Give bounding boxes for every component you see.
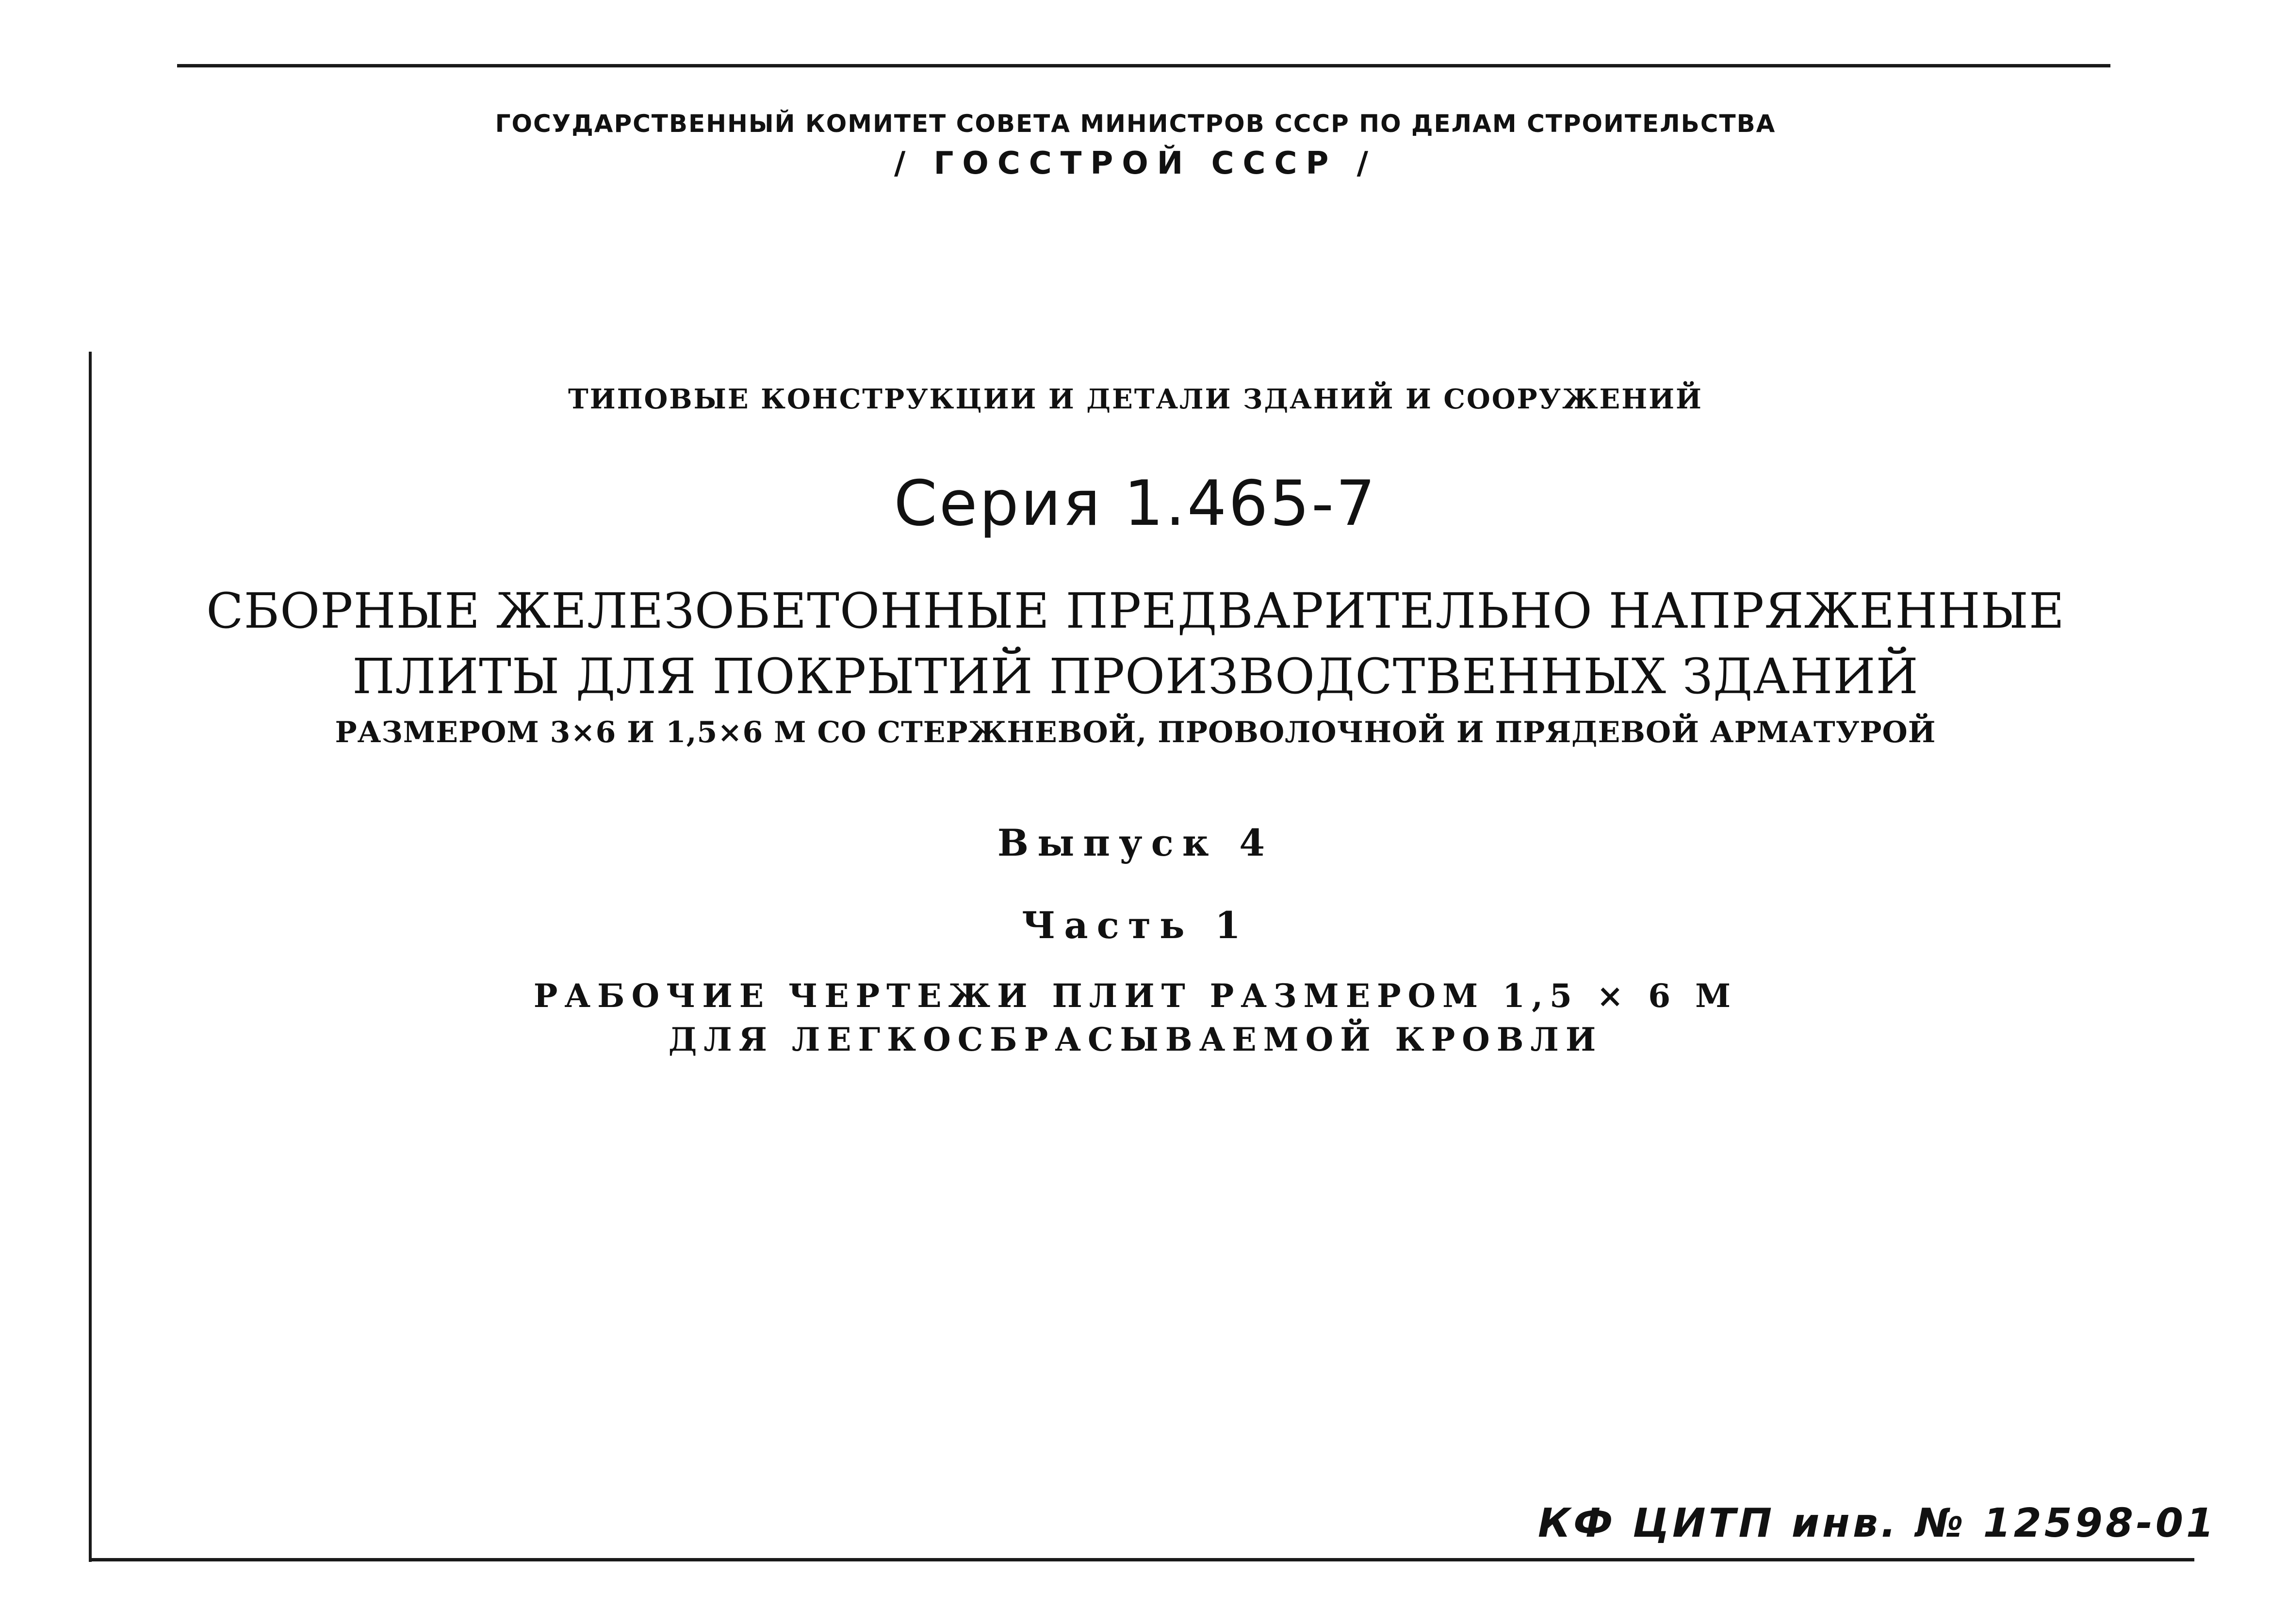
title-line-3: РАЗМЕРОМ 3×6 И 1,5×6 М СО СТЕРЖНЕВОЙ, ПРОВОЛОЧНОЙ И ПРЯДЕВОЙ АРМАТУРОЙ bbox=[335, 715, 1936, 749]
bottom-border-line bbox=[89, 1558, 2194, 1561]
inventory-stamp: КФ ЦИТП инв. № 12598-01 bbox=[1538, 1500, 2217, 1546]
title-line-2: ПЛИТЫ ДЛЯ ПОКРЫТИЙ ПРОИЗВОДСТВЕННЫХ ЗДАНИЙ bbox=[352, 648, 1919, 705]
part-number: Часть 1 bbox=[1022, 904, 1249, 947]
top-border-line bbox=[177, 64, 2110, 67]
drawings-description-line-2: ДЛЯ ЛЕГКОСБРАСЫВАЕМОЙ КРОВЛИ bbox=[668, 1021, 1603, 1058]
series-number: Серия 1.465-7 bbox=[894, 468, 1377, 540]
issue-number: Выпуск 4 bbox=[997, 821, 1274, 864]
gosstroy-heading: / ГОССТРОЙ СССР / bbox=[894, 146, 1377, 181]
category-heading: ТИПОВЫЕ КОНСТРУКЦИИ И ДЕТАЛИ ЗДАНИЙ И СООРУЖЕНИЙ bbox=[568, 383, 1703, 415]
title-line-1: СБОРНЫЕ ЖЕЛЕЗОБЕТОННЫЕ ПРЕДВАРИТЕЛЬНО НАПРЯЖЕННЫЕ bbox=[206, 583, 2065, 639]
drawings-description-line-1: РАБОЧИЕ ЧЕРТЕЖИ ПЛИТ РАЗМЕРОМ 1,5 × 6 М bbox=[533, 977, 1738, 1015]
committee-heading: ГОСУДАРСТВЕННЫЙ КОМИТЕТ СОВЕТА МИНИСТРОВ СССР ПО ДЕЛАМ СТРОИТЕЛЬСТВА bbox=[495, 110, 1776, 138]
